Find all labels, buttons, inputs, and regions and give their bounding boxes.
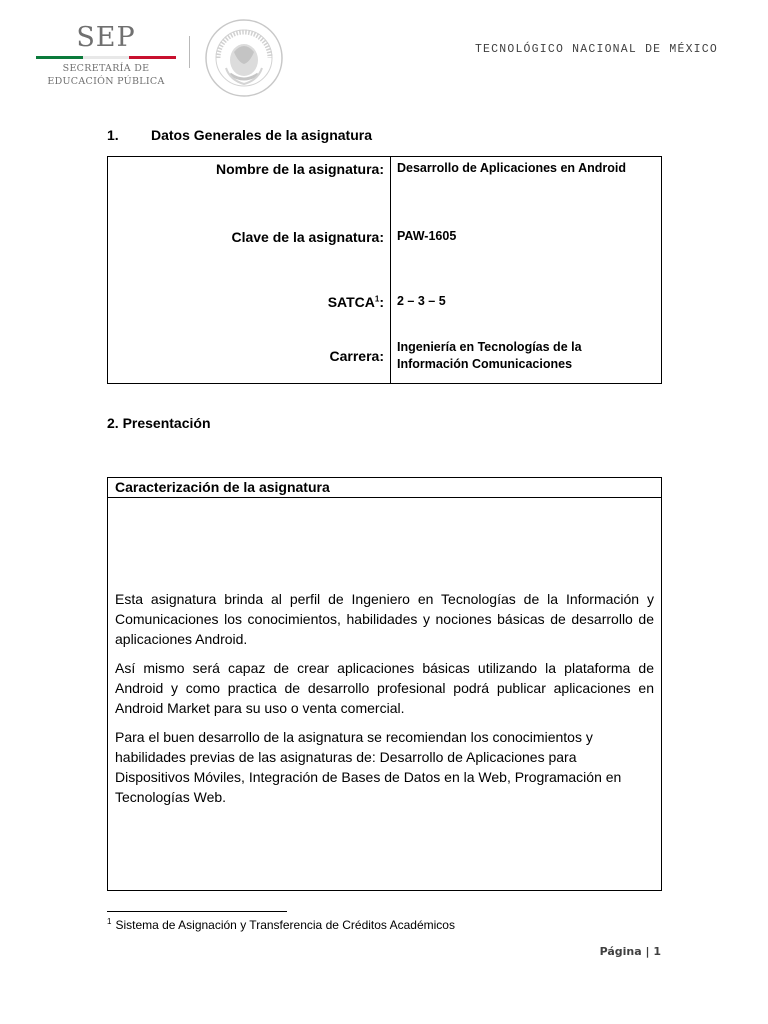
sep-logo-rule — [36, 56, 176, 59]
characterization-box — [107, 477, 662, 891]
footnote — [107, 917, 455, 932]
table-row — [108, 290, 662, 338]
sep-logo — [36, 22, 176, 92]
paragraph: Así mismo será capaz de crear aplicaciones básicas utilizando la plataforma de Android y como practica de desarrollo profesional podrá publicar aplicaciones en Android Market para su uso o venta comercial. — [115, 660, 654, 716]
satca-label — [108, 294, 384, 310]
subject-name-label: Nombre de la asignatura: — [215, 161, 384, 177]
subject-name-value: Desarrollo de Aplicaciones en Android — [397, 161, 626, 175]
institution-name: TECNOLÓGICO NACIONAL DE MÉXICO — [474, 43, 718, 56]
page-number: Página | 1 — [599, 945, 661, 958]
characterization-body — [115, 589, 654, 816]
header-divider — [189, 36, 190, 68]
sep-logo-line2: EDUCACIÓN PÚBLICA — [47, 76, 165, 87]
satca-label-text: SATCA — [327, 293, 375, 310]
sep-logo-subtitle — [36, 62, 176, 88]
section-1-heading — [107, 127, 372, 143]
satca-label-suffix: : — [379, 293, 384, 310]
section-1-title: Datos Generales de la asignatura — [151, 127, 372, 143]
paragraph: Esta asignatura brinda al perfil de Ingeniero en Tecnologías de la Información y Comunicaciones los conocimientos, habilidades y nociones básicas de desarrollo de aplicaciones Android. — [115, 591, 654, 647]
career-value-line1: Ingeniería en Tecnologías de la — [397, 340, 582, 355]
table-row — [108, 157, 662, 226]
sep-logo-title: SEP — [76, 22, 136, 53]
satca-value: 2 – 3 – 5 — [397, 293, 446, 308]
footnote-separator — [107, 911, 287, 912]
table-row — [108, 337, 662, 383]
career-value — [397, 339, 661, 373]
footnote-text: Sistema de Asignación y Transferencia de Créditos Académicos — [115, 918, 455, 932]
footnote-marker: 1 — [107, 917, 112, 926]
section-2-heading: 2. Presentación — [107, 415, 211, 431]
mexico-coat-of-arms-seal-icon — [204, 18, 284, 98]
paragraph: Para el buen desarrollo de la asignatura se recomiendan los conocimientos y habilidades previas de las asignaturas de: Desarrollo de Aplicaciones para Dispositivos Móviles, Integración de Bases de Datos en la Web, Programación en Tecnologías Web. — [115, 729, 622, 805]
footnote-reference: 1 — [374, 294, 380, 304]
table-row — [108, 225, 662, 289]
section-1-number: 1. — [107, 127, 119, 143]
career-label: Carrera: — [329, 348, 384, 365]
characterization-title: Caracterización de la asignatura — [108, 478, 661, 498]
career-value-line2: Información Comunicaciones — [397, 357, 573, 372]
sep-logo-line1: SECRETARÍA DE — [62, 63, 150, 74]
subject-code-label: Clave de la asignatura: — [231, 229, 384, 246]
general-data-table — [107, 156, 662, 384]
subject-code-value: PAW-1605 — [397, 229, 457, 244]
